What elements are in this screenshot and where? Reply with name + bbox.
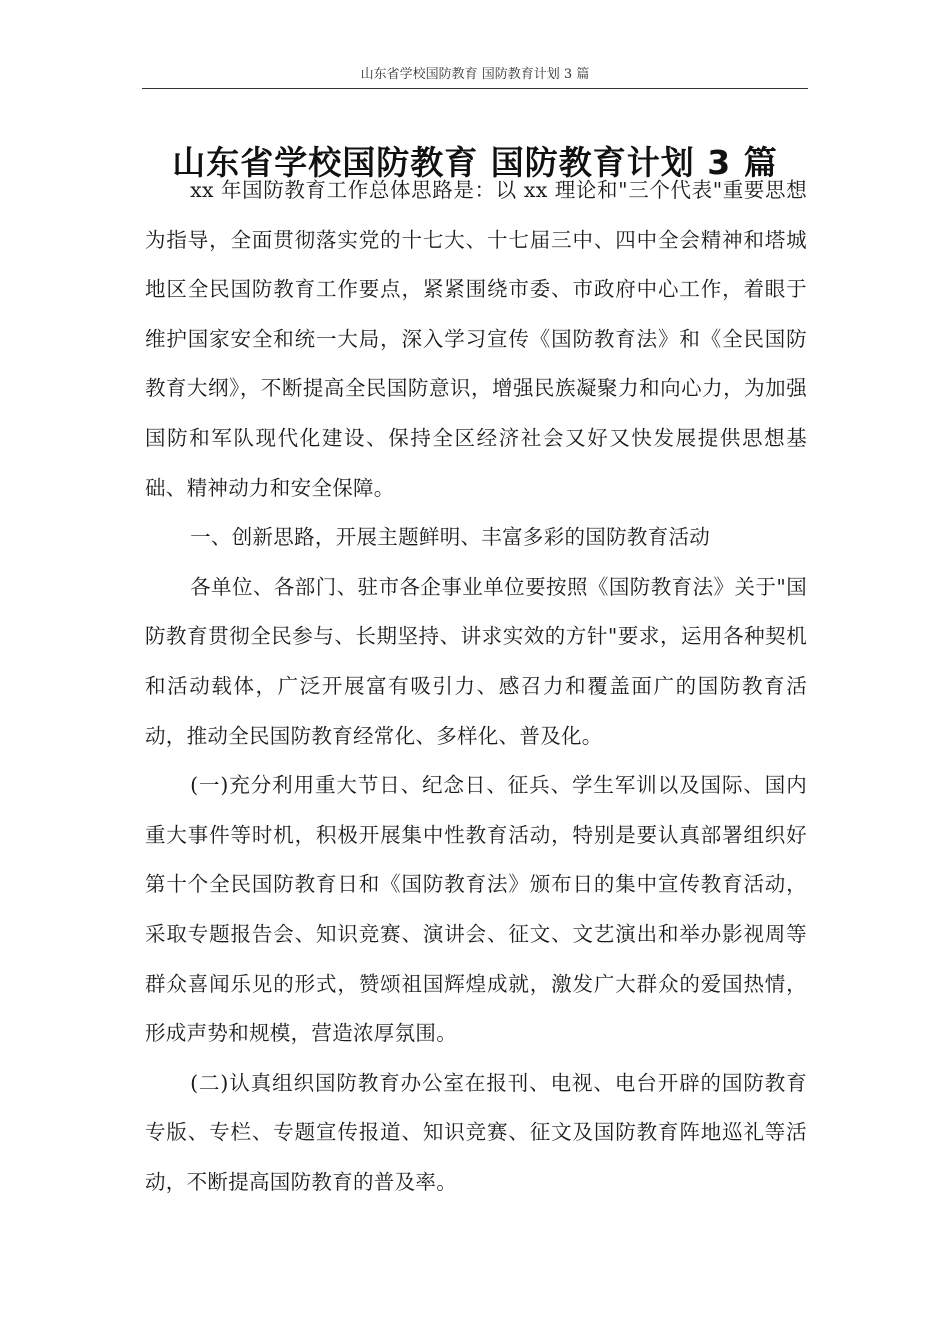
paragraph-item-2: (二)认真组织国防教育办公室在报刊、电视、电台开辟的国防教育专版、专栏、专题宣传报道、知识竞赛、征文及国防教育阵地巡礼等活动，不断提高国防教育的普及率。 — [145, 1070, 807, 1194]
document-body — [145, 166, 807, 1207]
header-rule — [142, 88, 808, 89]
document-title: 山东省学校国防教育 国防教育计划 3 篇 — [172, 143, 778, 183]
running-header: 山东省学校国防教育 国防教育计划 3 篇 — [360, 67, 590, 82]
section-heading-1: 一、创新思路，开展主题鲜明、丰富多彩的国防教育活动 — [190, 525, 711, 550]
paragraph-item-1: (一)充分利用重大节日、纪念日、征兵、学生军训以及国际、国内重大事件等时机，积极开展集中性教育活动，特别是要认真部署组织好第十个全民国防教育日和《国防教育法》颁布日的集中宣传教育活动，采取专题报告会、知识竞赛、演讲会、征文、文艺演出和举办影视周等群众喜闻乐见的形式，赞颂祖国辉煌成就，激发广大群众的爱国热情，形成声势和规模，营造浓厚氛围。 — [145, 773, 807, 1046]
paragraph-overview: xx 年国防教育工作总体思路是：以 xx 理论和"三个代表"重要思想为指导，全面贯彻落实党的十七大、十七届三中、四中全会精神和塔城地区全民国防教育工作要点，紧紧围绕市委、市政府中心工作，着眼于维护国家安全和统一大局，深入学习宣传《国防教育法》和《全民国防教育大纲》，不断提高全民国防意识，增强民族凝聚力和向心力，为加强国防和军队现代化建设、保持全区经济社会又好又快发展提供思想基础、精神动力和安全保障。 — [145, 178, 807, 500]
paragraph-section-1-intro: 各单位、各部门、驻市各企事业单位要按照《国防教育法》关于"国防教育贯彻全民参与、长期坚持、讲求实效的方针"要求，运用各种契机和活动载体，广泛开展富有吸引力、感召力和覆盖面广的国防教育活动，推动全民国防教育经常化、多样化、普及化。 — [145, 574, 807, 748]
